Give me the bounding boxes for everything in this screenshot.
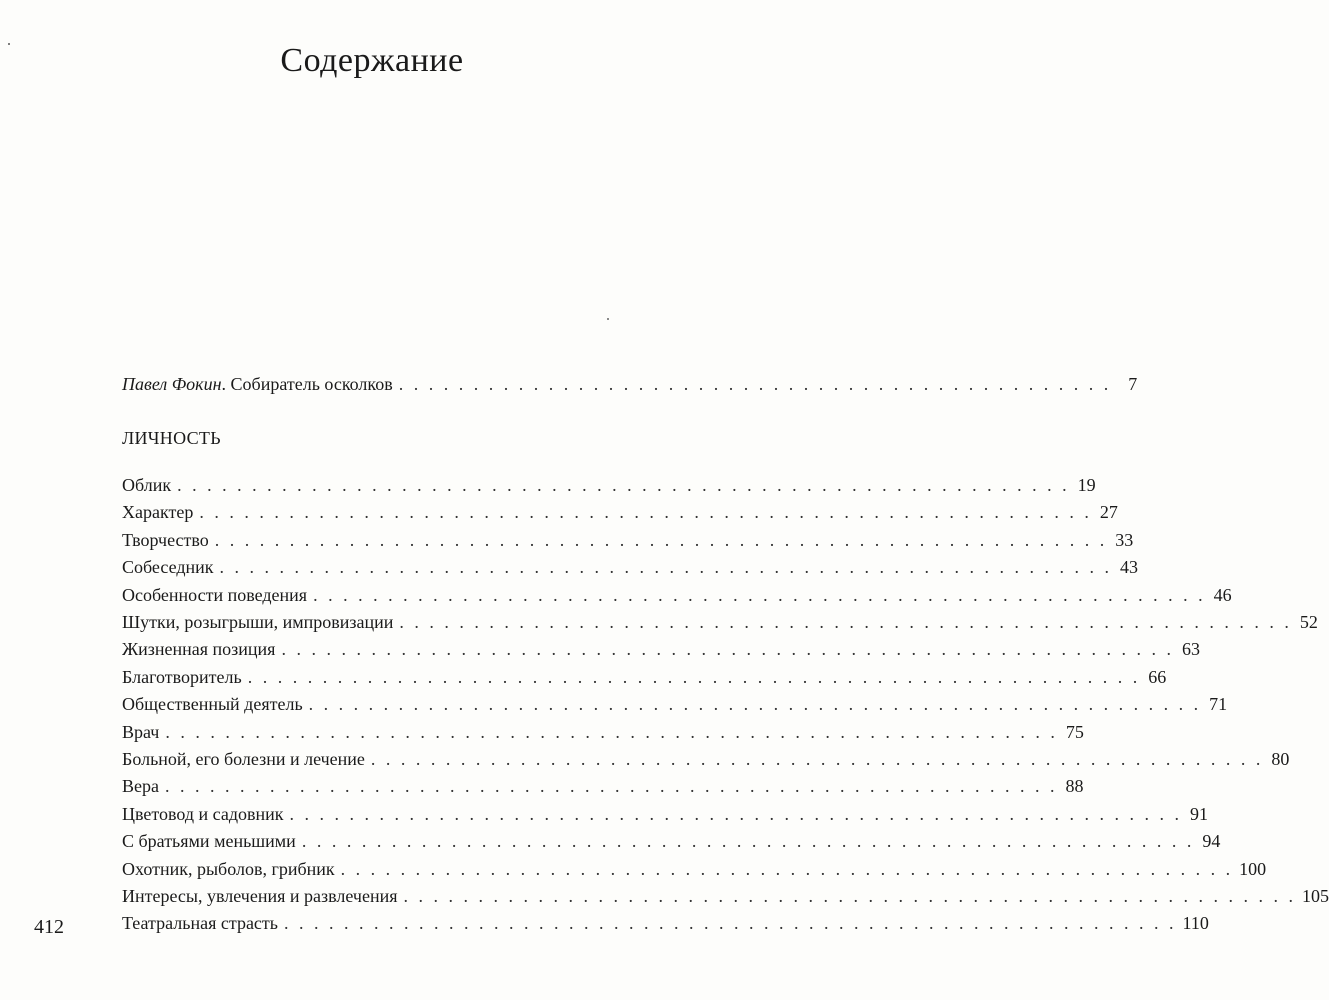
toc-entry-label: Интересы, увлечения и развлечения: [122, 886, 398, 906]
toc-page-number: 19: [1077, 475, 1096, 495]
toc-intro-title: . Собиратель осколков: [221, 374, 393, 394]
toc-entry[interactable]: [122, 694, 1228, 718]
toc-leader-dots: . . . . . . . . . . . . . . . . . . . . . . . . . . . . . . . . . . . . . . . . . . . . . . . . . . . . . . . . . . . .: [214, 529, 1108, 550]
toc-entry-label: Врач: [122, 721, 160, 742]
toc-leader-dots: . . . . . . . . . . . . . . . . . . . . . . . . . . . . . . . . . . . . . . . . . . . . . . . . . . . . . . . . . . . .: [199, 502, 1092, 523]
toc-page-number: 71: [1209, 694, 1228, 715]
toc-leader-dots: . . . . . . . . . . . . . . . . . . . . . . . . . . . . . . . . . . . . . . . . . . . . . . . . . . . . . . . . . . . .: [281, 639, 1174, 660]
toc-page-number: 7: [1128, 374, 1138, 394]
page-title: Содержание: [280, 42, 464, 79]
toc-page-number: 43: [1120, 557, 1138, 578]
toc-page-number: 100: [1239, 858, 1267, 879]
toc-leader-dots: . . . . . . . . . . . . . . . . . . . . . . . . . . . . . . . . . . . . . . . . . . . . . . . . . . . . . . . . . . . .: [219, 557, 1112, 578]
toc-page-number: 66: [1148, 666, 1167, 687]
toc-entry-label: Охотник, рыболов, грибник: [122, 858, 335, 879]
section-heading: ЛИЧНОСТЬ: [122, 428, 221, 448]
toc-entry[interactable]: [122, 749, 1290, 773]
toc-page-number: 110: [1182, 913, 1209, 934]
toc-leader-dots: . . . . . . . . . . . . . . . . . . . . . . . . . . . . . . . . . . . . . . . . . . . . . . . . . . . . . . . . . . . .: [165, 721, 1058, 742]
toc-leader-dots: . . . . . . . . . . . . . . . . . . . . . . . . . . . . . . . . . . . . . . . . . . . . . . . . . . . . . . . . . . . .: [284, 913, 1177, 934]
page-folio: 412: [34, 916, 64, 938]
toc-leader-dots: . . . . . . . . . . . . . . . . . . . . . . . . . . . . . . . . . . . . . . . . . . . . . . . . . . . . . . . . . . . .: [370, 749, 1264, 769]
toc-entry-label: Характер: [122, 502, 194, 523]
toc-leader-dots: . . . . . . . . . . . . . . . . . . . . . . . . . . . . . . . . . . . . . . . . . . . . . . . . . . . . . . . . . . . .: [340, 858, 1234, 879]
toc-entry[interactable]: [122, 913, 1209, 937]
toc-page-number: 94: [1202, 831, 1221, 852]
toc-entry[interactable]: [122, 475, 1096, 499]
toc-entry[interactable]: [122, 776, 1084, 800]
toc-entry[interactable]: [122, 502, 1118, 526]
toc-leader-dots: . . . . . . . . . . . . . . . . . . . . . . . . . . . . . . . . . . . . . . . . . . . . . . . . . . . . . . . . . . . .: [403, 886, 1296, 906]
toc-entry-label: Облик: [122, 475, 172, 495]
toc-entry[interactable]: [122, 584, 1232, 609]
toc-entry[interactable]: [122, 612, 1318, 636]
toc-page-number: 27: [1099, 502, 1118, 523]
toc-entry[interactable]: [122, 886, 1329, 910]
toc-intro-author: Павел Фокин: [122, 374, 222, 394]
toc-page-number: 46: [1213, 584, 1232, 605]
toc-page-number: 105: [1301, 886, 1329, 906]
toc-page-number: 88: [1065, 776, 1084, 797]
toc-entry[interactable]: [122, 557, 1138, 581]
toc-entry-label: Цветовод и садовник: [122, 803, 284, 824]
toc-entry[interactable]: [122, 831, 1221, 855]
toc-page-number: 91: [1190, 803, 1209, 824]
toc-entry-label: Больной, его болезни и лечение: [122, 749, 365, 769]
toc-entry-label: Театральная страсть: [122, 913, 278, 934]
toc-page-number: 33: [1115, 529, 1134, 550]
toc-page-number: 75: [1065, 721, 1084, 742]
toc-page-number: 52: [1299, 612, 1318, 632]
toc-entry-label: Собеседник: [122, 557, 214, 578]
toc-entry-label: Вера: [122, 776, 159, 797]
toc-entry[interactable]: [122, 666, 1167, 691]
toc-leader-dots: . . . . . . . . . . . . . . . . . . . . . . . . . . . . . . . . . . . . . . . . . . . . . . . .: [398, 374, 1112, 394]
toc-leader-dots: . . . . . . . . . . . . . . . . . . . . . . . . . . . . . . . . . . . . . . . . . . . . . . . . . . . . . . . . . . . .: [164, 776, 1058, 797]
toc-entry-label: Общественный деятель: [122, 694, 303, 715]
toc-entry-label: С братьями меньшими: [122, 831, 296, 852]
toc-leader-dots: . . . . . . . . . . . . . . . . . . . . . . . . . . . . . . . . . . . . . . . . . . . . . . . . . . . . . . . . . . . .: [399, 612, 1292, 632]
toc-leader-dots: . . . . . . . . . . . . . . . . . . . . . . . . . . . . . . . . . . . . . . . . . . . . . . . . . . . . . . . . . . . .: [247, 666, 1141, 687]
toc-entry[interactable]: [122, 803, 1209, 828]
toc-entry-label: Благотворитель: [122, 666, 242, 687]
toc-entry-label: Творчество: [122, 529, 209, 550]
toc-leader-dots: . . . . . . . . . . . . . . . . . . . . . . . . . . . . . . . . . . . . . . . . . . . . . . . . . . . . . . . . . . . .: [289, 803, 1183, 824]
toc-intro-line[interactable]: [122, 374, 1138, 398]
toc-intro-label: [122, 374, 393, 395]
toc-entry-label: Жизненная позиция: [122, 639, 276, 660]
toc-entry[interactable]: [122, 529, 1134, 554]
toc-entry[interactable]: [122, 639, 1200, 663]
toc-entry-label: Шутки, розыгрыши, импровизации: [122, 612, 394, 632]
toc-leader-dots: . . . . . . . . . . . . . . . . . . . . . . . . . . . . . . . . . . . . . . . . . . . . . . . . . . . . . . . . . . . .: [177, 475, 1070, 495]
toc-page-number: 80: [1271, 749, 1290, 769]
toc-leader-dots: . . . . . . . . . . . . . . . . . . . . . . . . . . . . . . . . . . . . . . . . . . . . . . . . . . . . . . . . . . . .: [308, 694, 1202, 715]
toc-entry[interactable]: [122, 721, 1084, 746]
toc-page-number: 63: [1181, 639, 1200, 660]
toc-leader-dots: . . . . . . . . . . . . . . . . . . . . . . . . . . . . . . . . . . . . . . . . . . . . . . . . . . . . . . . . . . . .: [313, 584, 1206, 605]
toc-leader-dots: . . . . . . . . . . . . . . . . . . . . . . . . . . . . . . . . . . . . . . . . . . . . . . . . . . . . . . . . . . . .: [301, 831, 1195, 852]
toc-entry-label: Особенности поведения: [122, 584, 308, 605]
page-speck: [607, 318, 609, 320]
toc-entry[interactable]: [122, 858, 1267, 883]
